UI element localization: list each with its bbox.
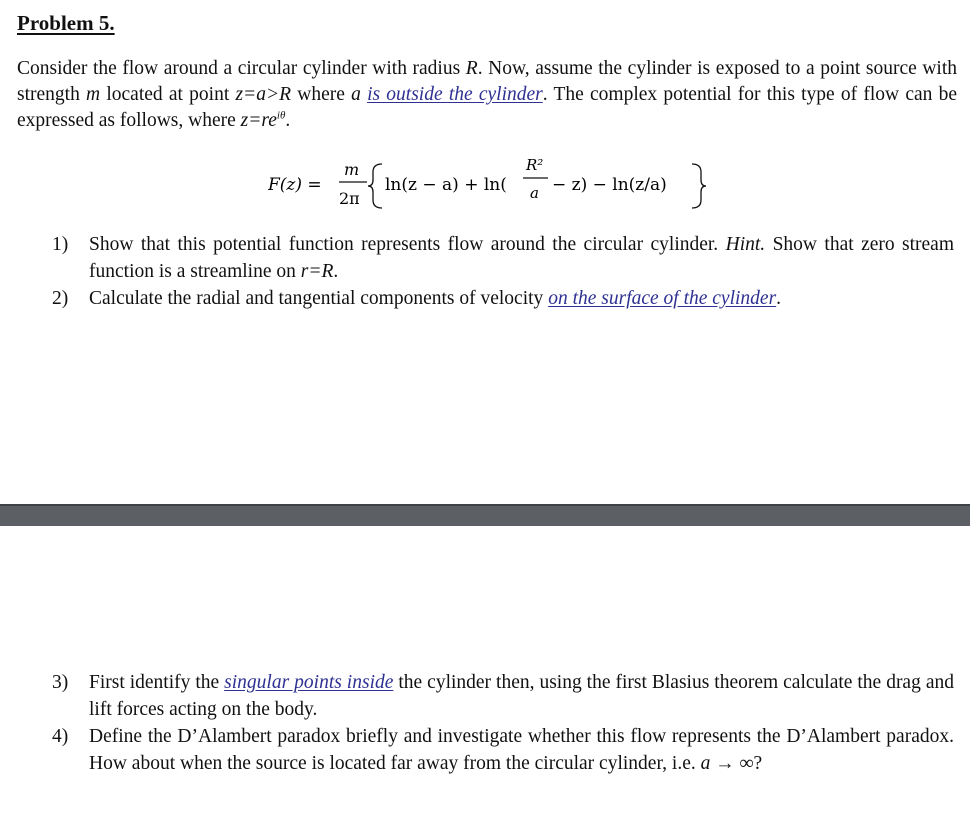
intro-text-7: . [285, 110, 291, 131]
equation-part1: ln(z − a) + ln( [385, 175, 507, 195]
question-1-text-1: Show that this potential function represents flow around the circular cylinder. [89, 234, 726, 255]
equation-graphic [268, 148, 728, 218]
question-1-condition: r=R [300, 261, 334, 282]
question-4-limit: a → ∞ [700, 753, 754, 774]
question-1-number: 1) [52, 234, 69, 255]
question-3 [52, 669, 954, 723]
intro-text-1: Consider the flow around a circular cylinder with radius [17, 58, 466, 79]
intro-text-2: . Now, assume the cylinder is exposed to a point source with strength [17, 58, 958, 105]
question-1-hint: Hint. [725, 234, 766, 255]
questions-list-top [52, 231, 954, 312]
intro-text-6: . The complex potential for this type of flow can be expressed as follows, where [17, 84, 958, 131]
question-2-text-1: Calculate the radial and tangential components of velocity [89, 288, 549, 309]
question-3-number: 3) [52, 672, 69, 693]
question-4-number: 4) [52, 726, 69, 747]
equation-left-brace [368, 164, 382, 208]
equation-frac1-denominator: 2π [339, 189, 360, 208]
question-2 [52, 285, 954, 312]
intro-text-4: where [291, 84, 352, 105]
equation-frac1-numerator: m [344, 160, 360, 179]
equation-frac2-numerator: R² [526, 156, 544, 174]
polar-base: z=re [240, 110, 277, 131]
strength-symbol: m [86, 84, 101, 105]
question-4-text-1: Define the D’Alambert paradox briefly and investigate whether this flow represents the D’Alambert paradox. How about when the source is located far away from the circular cylinder, i.e. [89, 726, 954, 774]
page-divider [0, 504, 970, 526]
radius-symbol: R [465, 58, 478, 79]
singular-points-link[interactable]: singular points inside [224, 672, 394, 693]
question-3-text-2: the cylinder then, using the first Blasius theorem calculate the drag and lift forces acting on the body. [89, 672, 954, 720]
question-3-text-1: First identify the [89, 672, 225, 693]
question-2-number: 2) [52, 288, 69, 309]
equation-part2: − z) − ln(z/a) [552, 175, 667, 195]
a-symbol: a [351, 84, 361, 105]
intro-paragraph [17, 56, 957, 134]
intro-text-3: located at point [100, 84, 236, 105]
polar-form [241, 110, 286, 131]
question-4 [52, 723, 954, 777]
question-2-text-2: . [776, 288, 782, 309]
source-location: z=a>R [235, 84, 292, 105]
problem-title: Problem 5. [17, 11, 115, 35]
question-1-text-2: Show that zero stream function is a streamline on [89, 234, 955, 282]
polar-exponent: iθ [276, 109, 286, 122]
question-1 [52, 231, 954, 285]
equation-frac2-denominator: a [530, 184, 539, 202]
cylinder-surface-link[interactable]: on the surface of the cylinder [548, 288, 777, 309]
question-4-text-2: ? [753, 753, 763, 774]
question-1-text-3: . [333, 261, 339, 282]
outside-cylinder-link[interactable]: is outside the cylinder [367, 84, 543, 105]
equation-lhs: F(z) = [268, 175, 322, 195]
questions-list-bottom [52, 669, 954, 777]
complex-potential-equation [268, 148, 728, 218]
equation-right-brace [692, 164, 706, 208]
